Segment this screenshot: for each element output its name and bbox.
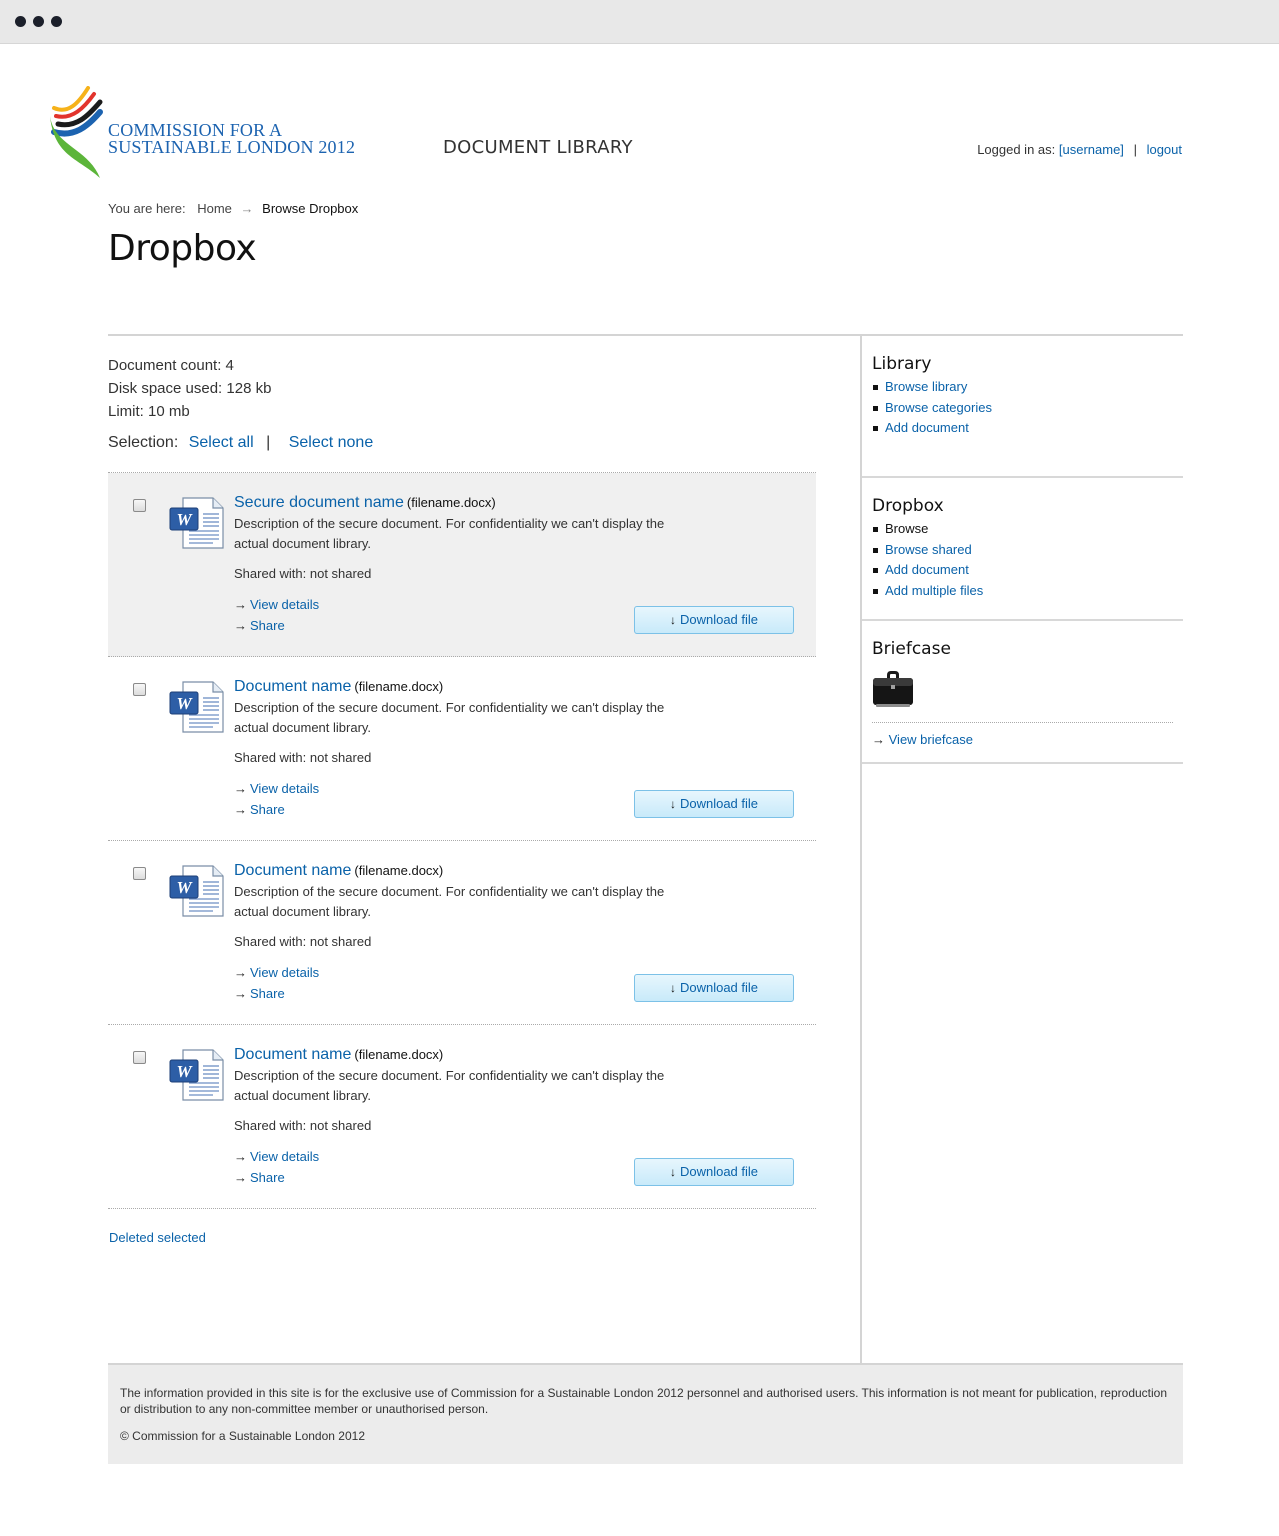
sidebar-briefcase-section [862, 621, 1183, 764]
document-list [108, 472, 816, 1209]
arrow-right-icon: → [234, 618, 247, 633]
sidebar-dropbox-section [862, 478, 1183, 621]
document-description [234, 514, 704, 554]
sidebar-item-browse-library[interactable]: Browse library [885, 379, 968, 394]
login-separator: | [1133, 142, 1137, 157]
svg-text:W: W [176, 878, 192, 897]
arrow-down-icon: ↓ [669, 1165, 676, 1179]
document-filename: (filename.docx) [354, 1047, 444, 1062]
dropbox-stats [108, 354, 271, 423]
share-link[interactable]: Share [250, 1170, 285, 1185]
document-checkbox[interactable] [133, 867, 146, 880]
csl-logo-icon [48, 86, 108, 181]
document-title-link[interactable]: Secure document name [234, 494, 404, 511]
briefcase-divider [872, 722, 1173, 723]
login-prefix: Logged in as: [977, 142, 1056, 157]
arrow-down-icon: ↓ [669, 981, 676, 995]
share-link[interactable]: Share [250, 986, 285, 1001]
document-checkbox[interactable] [133, 499, 146, 512]
sidebar-dropbox-list [872, 519, 1173, 601]
document-title-row [234, 1045, 704, 1065]
breadcrumb-current: Browse Dropbox [262, 201, 359, 216]
page-title: Dropbox [108, 228, 257, 269]
document-title-row [234, 493, 704, 513]
description-line-2: actual document library. [234, 904, 372, 919]
breadcrumb-prefix: You are here: [108, 201, 186, 216]
disk-limit: Limit: 10 mb [108, 403, 190, 420]
download-file-label: Download file [679, 980, 759, 995]
document-description [234, 698, 704, 738]
document-title-row [234, 861, 704, 881]
document-shared-with: Shared with: not shared [234, 566, 372, 581]
breadcrumb-home[interactable]: Home [197, 201, 232, 216]
download-file-button[interactable] [634, 1158, 794, 1186]
footer-copyright: © Commission for a Sustainable London 2012 [120, 1429, 365, 1443]
word-document-icon[interactable] [169, 680, 225, 734]
document-title-link[interactable]: Document name [234, 862, 352, 879]
arrow-down-icon: ↓ [669, 613, 676, 627]
sidebar-library-title: Library [872, 354, 932, 374]
document-title-link[interactable]: Document name [234, 1046, 352, 1063]
sidebar-item-add-document[interactable]: Add document [885, 420, 969, 435]
download-file-button[interactable] [634, 974, 794, 1002]
document-shared-with: Shared with: not shared [234, 1118, 372, 1133]
document-row [108, 841, 816, 1025]
word-document-icon[interactable] [169, 864, 225, 918]
sidebar-item-browse-categories[interactable]: Browse categories [885, 399, 992, 415]
section-title: DOCUMENT LIBRARY [443, 137, 633, 158]
arrow-right-icon: → [234, 597, 247, 612]
select-none-link[interactable]: Select none [288, 434, 374, 451]
window-dot-icon[interactable] [15, 16, 26, 27]
view-details-link[interactable]: View details [250, 965, 320, 980]
logo-line-1: COMMISSION FOR A [108, 120, 283, 140]
download-file-label: Download file [679, 612, 759, 627]
arrow-right-icon: → [234, 781, 247, 796]
view-briefcase-row [872, 732, 1173, 747]
sidebar-item-browse-current[interactable]: Browse [885, 521, 929, 536]
document-description [234, 1066, 704, 1106]
selection-separator: | [266, 434, 271, 451]
document-title-link[interactable]: Document name [234, 678, 352, 695]
sidebar-item-browse-shared[interactable]: Browse shared [885, 541, 972, 557]
delete-selected-link[interactable]: Deleted selected [109, 1230, 206, 1245]
briefcase-icon[interactable] [872, 670, 914, 708]
footer-notice: The information provided in this site is for the exclusive use of Commission for a Sustainable London 2012 personnel and authorised users. This information is not meant for publication, reproduction or distribution to any non-committee member or unauthorised person. [120, 1386, 1168, 1416]
selection-controls [108, 434, 373, 452]
description-line-1: Description of the secure document. For confidentiality we can't display the [234, 884, 665, 899]
document-shared-with: Shared with: not shared [234, 750, 372, 765]
document-count: Document count: 4 [108, 357, 234, 374]
window-titlebar [0, 0, 1279, 44]
description-line-1: Description of the secure document. For confidentiality we can't display the [234, 700, 665, 715]
svg-text:W: W [176, 694, 192, 713]
description-line-2: actual document library. [234, 536, 372, 551]
document-title-row [234, 677, 704, 697]
username-link[interactable]: [username] [1058, 142, 1124, 157]
document-filename: (filename.docx) [354, 679, 444, 694]
site-logo[interactable] [48, 86, 368, 181]
arrow-right-icon: → [234, 965, 247, 980]
logout-link[interactable]: logout [1146, 142, 1182, 157]
breadcrumb-arrow-icon: → [240, 201, 254, 216]
document-filename: (filename.docx) [354, 863, 444, 878]
sidebar [862, 336, 1183, 764]
view-details-link[interactable]: View details [250, 597, 320, 612]
arrow-right-icon: → [872, 732, 885, 747]
document-checkbox[interactable] [133, 683, 146, 696]
document-row [108, 657, 816, 841]
sidebar-briefcase-title: Briefcase [872, 639, 951, 659]
document-shared-with: Shared with: not shared [234, 934, 372, 949]
description-line-1: Description of the secure document. For confidentiality we can't display the [234, 1068, 665, 1083]
page-footer [108, 1363, 1183, 1464]
description-line-1: Description of the secure document. For confidentiality we can't display the [234, 516, 665, 531]
arrow-right-icon: → [234, 802, 247, 817]
download-file-button[interactable] [634, 606, 794, 634]
word-document-icon[interactable] [169, 1048, 225, 1102]
view-briefcase-link[interactable]: View briefcase [888, 732, 973, 747]
sidebar-library-section [862, 336, 1183, 478]
logo-line-2: SUSTAINABLE LONDON 2012 [108, 137, 356, 157]
disk-space-used: Disk space used: 128 kb [108, 380, 272, 397]
svg-text:W: W [176, 510, 192, 529]
document-row [108, 1025, 816, 1209]
sidebar-dropbox-title: Dropbox [872, 496, 944, 516]
breadcrumb [108, 201, 358, 216]
document-filename: (filename.docx) [406, 495, 496, 510]
arrow-right-icon: → [234, 1149, 247, 1164]
word-document-icon[interactable] [169, 496, 225, 550]
description-line-2: actual document library. [234, 1088, 372, 1103]
select-all-link[interactable]: Select all [188, 434, 254, 451]
sidebar-item-add-document-dropbox[interactable]: Add document [885, 562, 969, 577]
arrow-down-icon: ↓ [669, 797, 676, 811]
window-dot-icon[interactable] [51, 16, 62, 27]
download-file-label: Download file [679, 1164, 759, 1179]
arrow-right-icon: → [234, 1170, 247, 1185]
logo-text [108, 122, 355, 156]
share-link[interactable]: Share [250, 802, 285, 817]
sidebar-library-list [872, 377, 1173, 439]
description-line-2: actual document library. [234, 720, 372, 735]
arrow-right-icon: → [234, 986, 247, 1001]
svg-text:W: W [176, 1062, 192, 1081]
download-file-button[interactable] [634, 790, 794, 818]
share-link[interactable]: Share [250, 618, 285, 633]
window-dot-icon[interactable] [33, 16, 44, 27]
download-file-label: Download file [679, 796, 759, 811]
document-checkbox[interactable] [133, 1051, 146, 1064]
selection-label: Selection: [108, 434, 179, 451]
document-row [108, 473, 816, 657]
view-details-link[interactable]: View details [250, 1149, 320, 1164]
document-description [234, 882, 704, 922]
view-details-link[interactable]: View details [250, 781, 320, 796]
login-info [977, 142, 1182, 157]
sidebar-item-add-multiple-files[interactable]: Add multiple files [885, 582, 984, 598]
